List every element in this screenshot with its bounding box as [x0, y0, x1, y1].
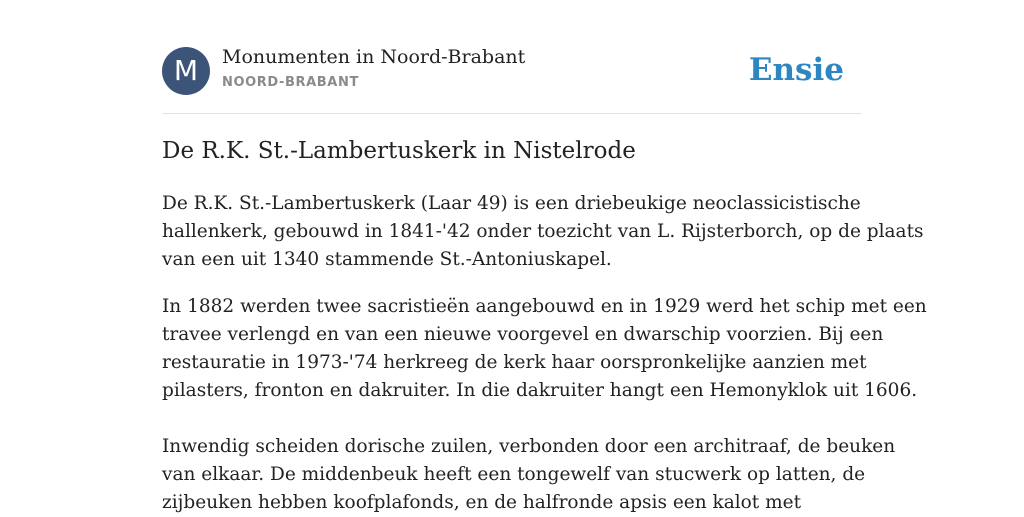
paragraph	[162, 293, 927, 405]
text-line: pilasters, fronton en dakruiter. In die dakruiter hangt een Hemonyklok uit 1606.	[162, 380, 918, 401]
text-line: van een uit 1340 stammende St.-Antoniuskapel.	[162, 249, 612, 270]
text-line: restauratie in 1973-'74 herkreeg de kerk haar oorspronkelijke aanzien met	[162, 352, 867, 373]
source-region[interactable]: NOORD-BRABANT	[222, 75, 359, 90]
paragraph	[162, 190, 924, 274]
paragraph-spacer	[162, 405, 862, 433]
paragraph	[162, 433, 896, 517]
text-line: De R.K. St.-Lambertuskerk (Laar 49) is een driebeukige neoclassicistische	[162, 193, 861, 214]
source-header	[162, 0, 862, 114]
text-line: zijbeuken hebben koofplafonds, en de halfronde apsis een kalot met	[162, 492, 802, 513]
article-title: De R.K. St.-Lambertuskerk in Nistelrode	[162, 138, 636, 164]
text-line: hallenkerk, gebouwd in 1841-'42 onder toezicht van L. Rijsterborch, op de plaats	[162, 221, 924, 242]
text-line: In 1882 werden twee sacristieën aangebouwd en in 1929 werd het schip met een	[162, 296, 927, 317]
source-avatar[interactable]: M	[162, 47, 210, 95]
ensie-logo[interactable]: Ensie	[748, 52, 844, 88]
text-line: travee verlengd en van een nieuwe voorgevel en dwarschip voorzien. Bij een	[162, 324, 884, 345]
article-body	[162, 190, 927, 517]
paragraph-spacer	[162, 274, 862, 293]
article-page	[162, 0, 927, 513]
source-title[interactable]: Monumenten in Noord-Brabant	[222, 46, 526, 68]
text-line: van elkaar. De middenbeuk heeft een tongewelf van stucwerk op latten, de	[162, 464, 866, 485]
text-line: Inwendig scheiden dorische zuilen, verbonden door een architraaf, de beuken	[162, 436, 896, 457]
